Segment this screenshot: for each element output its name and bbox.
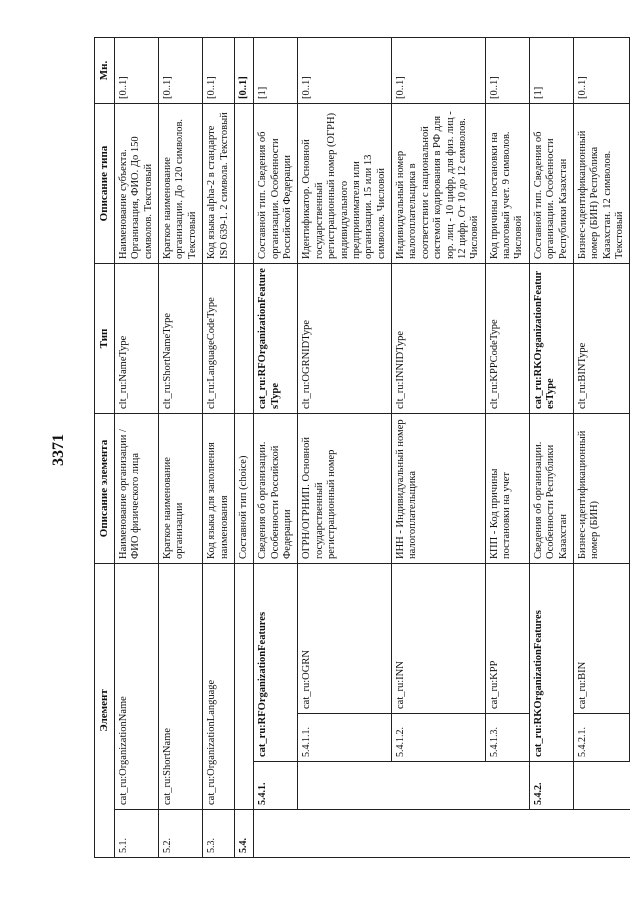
- element-description: КПП - Код причины постановки на учет: [485, 414, 529, 564]
- indent-cell: [573, 762, 630, 810]
- element-name: cat_ru:ShortName: [159, 564, 203, 810]
- multiplicity: [0..1]: [234, 38, 253, 104]
- row-number: 5.3.: [203, 810, 235, 858]
- element-name: cat_ru:OGRN: [298, 564, 392, 714]
- table-row: [298, 38, 392, 858]
- table-row: [234, 38, 253, 858]
- table-row: [573, 38, 630, 858]
- element-description: Сведения об организации. Особенности Республики Казахстан: [529, 414, 573, 564]
- element-description: Бизнес-идентификационный номер (БИН): [573, 414, 630, 564]
- table-row: [485, 38, 529, 858]
- type-name: clt_ru:KPPCodeType: [485, 264, 529, 414]
- indent-cell: [485, 810, 529, 858]
- multiplicity: [0..1]: [573, 38, 630, 104]
- element-description: Составной тип (choice): [234, 414, 253, 564]
- table-row: [114, 38, 158, 858]
- element-name: cat_ru:OrganizationName: [114, 564, 158, 810]
- type-name: clt_ru:NameType: [114, 264, 158, 414]
- element-description: Сведения об организации. Особенности Российской Федерации: [254, 414, 298, 564]
- type-name: clt_ru:LanguageCodeType: [203, 264, 235, 414]
- indent-cell: [573, 810, 630, 858]
- row-number: 5.4.1.1.: [298, 714, 392, 762]
- indent-cell: [392, 762, 486, 810]
- multiplicity: [1]: [529, 38, 573, 104]
- row-number: 5.4.1.: [254, 762, 298, 810]
- type-description: Наименование субъекта. Организация, ФИО. До 150 символов. Текстовый: [114, 104, 158, 264]
- indent-cell: [298, 762, 392, 810]
- row-number: 5.4.1.2.: [392, 714, 486, 762]
- page-number: 3371: [50, 434, 67, 466]
- element-name: cat_ru:KPP: [485, 564, 529, 714]
- element-name: cat_ru:RKOrganizationFeatures: [529, 564, 573, 762]
- element-name: [234, 564, 253, 810]
- type-description: Идентификатор. Основной государственный регистрационный номер (ОГРН) индивидуального предпринимателя или организации. 15 или 13 символов. Числовой: [298, 104, 392, 264]
- element-description: Наименование организации / ФИО физического лица: [114, 414, 158, 564]
- type-description: Краткое наименование организации. До 120 символов. Текстовый: [159, 104, 203, 264]
- element-description: Код языка для заполнения наименования: [203, 414, 235, 564]
- type-name: [234, 264, 253, 414]
- element-description: ИНН - Индивидуальный номер налогоплательщика: [392, 414, 486, 564]
- indent-cell: [298, 810, 392, 858]
- type-description: Составной тип. Сведения об организации. Особенности Российской Федерации: [254, 104, 298, 264]
- table-row: [529, 38, 573, 858]
- indent-cell: [392, 810, 486, 858]
- type-name: cat_ru:RFOrganizationFeaturesType: [254, 264, 298, 414]
- header-type-desc: Описание типа: [95, 104, 115, 264]
- element-name: cat_ru:OrganizationLanguage: [203, 564, 235, 810]
- multiplicity: [1]: [254, 38, 298, 104]
- indent-cell: [254, 810, 298, 858]
- type-name: clt_ru:BINType: [573, 264, 630, 414]
- header-element: Элемент: [95, 564, 115, 858]
- table-row: [203, 38, 235, 858]
- type-description: Код языка alpha-2 в стандарте ISO 639-1. 2 символа. Текстовый: [203, 104, 235, 264]
- multiplicity: [0..1]: [485, 38, 529, 104]
- rotated-table-container: [94, 38, 626, 858]
- type-name: clt_ru:ShortNameType: [159, 264, 203, 414]
- element-description: Краткое наименование организации: [159, 414, 203, 564]
- header-mn: Мн.: [95, 38, 115, 104]
- type-name: clt_ru:OGRNIDType: [298, 264, 392, 414]
- element-spec-table: [94, 37, 630, 858]
- indent-cell: [485, 762, 529, 810]
- element-name: cat_ru:BIN: [573, 564, 630, 714]
- table-row: [254, 38, 298, 858]
- type-name: cat_ru:RKOrganizationFeaturesType: [529, 264, 573, 414]
- multiplicity: [0..1]: [298, 38, 392, 104]
- multiplicity: [0..1]: [159, 38, 203, 104]
- multiplicity: [0..1]: [203, 38, 235, 104]
- indent-cell: [529, 810, 573, 858]
- multiplicity: [0..1]: [114, 38, 158, 104]
- type-description: Код причины постановки на налоговый учет. 9 символов. Числовой: [485, 104, 529, 264]
- type-description: [234, 104, 253, 264]
- element-name: cat_ru:RFOrganizationFeatures: [254, 564, 298, 762]
- row-number: 5.1.: [114, 810, 158, 858]
- header-type: Тип: [95, 264, 115, 414]
- table-row: [159, 38, 203, 858]
- row-number: 5.2.: [159, 810, 203, 858]
- header-element-desc: Описание элемента: [95, 414, 115, 564]
- type-description: Составной тип. Сведения об организации. Особенности Республики Казахстан: [529, 104, 573, 264]
- table-row: [392, 38, 486, 858]
- multiplicity: [0..1]: [392, 38, 486, 104]
- type-name: clt_ru:INNIDType: [392, 264, 486, 414]
- row-number: 5.4.2.1.: [573, 714, 630, 762]
- element-name: cat_ru:INN: [392, 564, 486, 714]
- row-number: 5.4.2.: [529, 762, 573, 810]
- element-description: ОГРН/ОГРНИП. Основной государственный регистрационный номер: [298, 414, 392, 564]
- row-number: 5.4.: [234, 810, 253, 858]
- type-description: Индивидуальный номер налогоплательщика в соответствии с национальной системой кодирования в РФ для юр. лиц - 10 цифр, для физ. лиц - 12 цифр. От 10 до 12 символов. Числовой: [392, 104, 486, 264]
- row-number: 5.4.1.3.: [485, 714, 529, 762]
- header-row: [95, 38, 115, 858]
- type-description: Бизнес-идентификационный номер (БИН) Республика Казахстан. 12 символов. Текстовый: [573, 104, 630, 264]
